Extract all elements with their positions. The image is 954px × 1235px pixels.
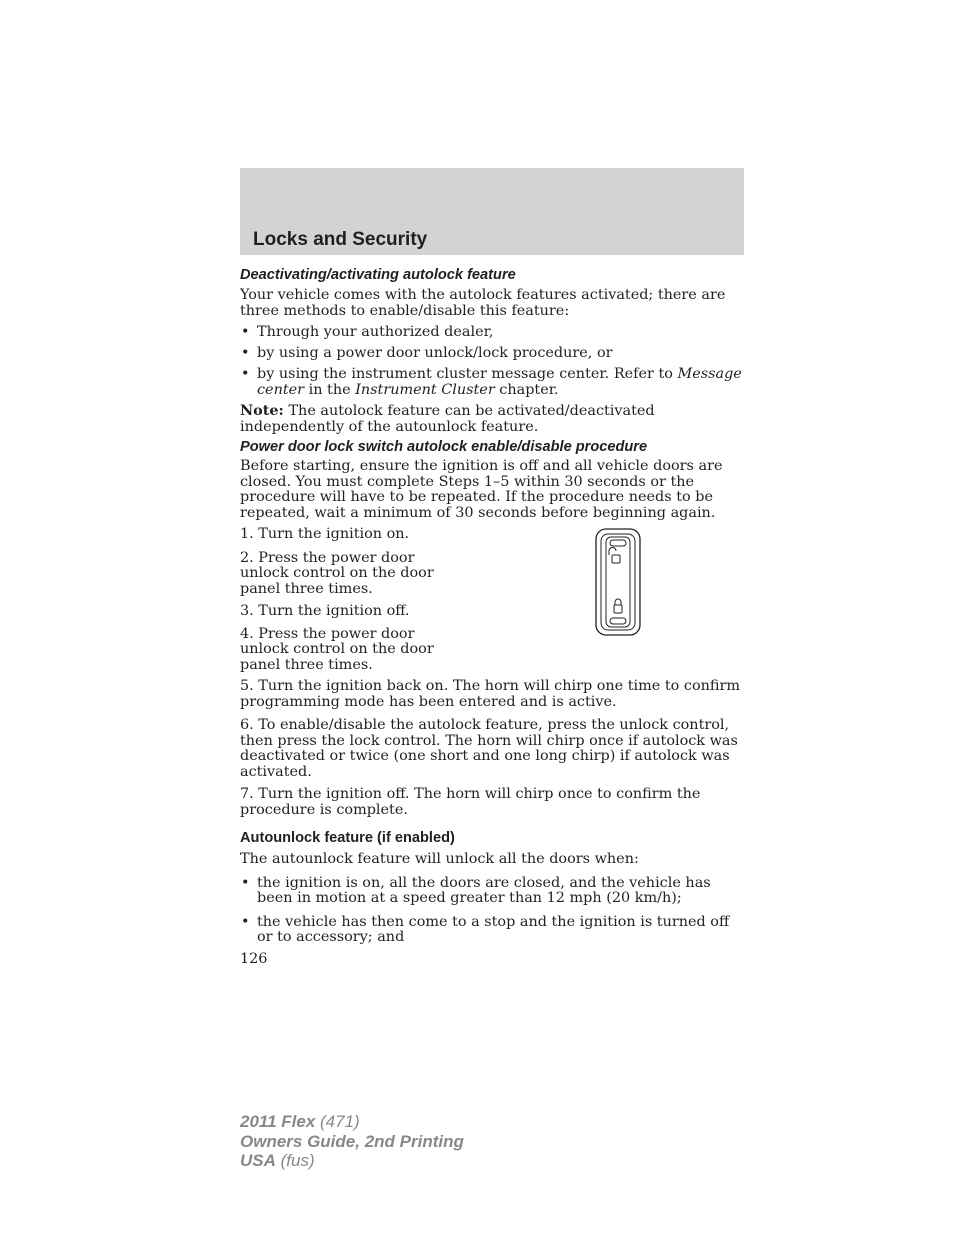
- footer-line-model: [240, 1112, 464, 1132]
- step-4: 4. Press the power door unlock control on the door panel three times.: [240, 625, 434, 673]
- autounlock-conditions-list: [240, 876, 744, 946]
- note-text: The autolock feature can be activated/deactivated independently of the autounlock feature.: [240, 403, 655, 435]
- autolock-note: [240, 403, 744, 435]
- list-item: • the ignition is on, all the doors are closed, and the vehicle has been in motion at a speed greater than 12 mph (20 km/h);: [240, 876, 744, 907]
- footer-model: 2011 Flex: [240, 1112, 316, 1131]
- heading-switch-procedure: Power door lock switch autolock enable/disable procedure: [240, 439, 648, 455]
- section-header-band: [240, 168, 744, 255]
- list-item: • Through your authorized dealer,: [240, 325, 744, 341]
- list-item: [240, 367, 744, 398]
- list-item: • by using a power door unlock/lock procedure, or: [240, 346, 744, 362]
- step-7: 7. Turn the ignition off. The horn will chirp once to confirm the procedure is complete.: [240, 786, 701, 818]
- heading-autolock: Deactivating/activating autolock feature: [240, 267, 516, 283]
- step-3: 3. Turn the ignition off.: [240, 603, 410, 619]
- list-item-text: in the: [304, 381, 356, 398]
- list-item-text: chapter.: [494, 381, 559, 398]
- footer-model-code: (471): [315, 1112, 360, 1131]
- footer-line-guide: Owners Guide, 2nd Printing: [240, 1131, 464, 1151]
- step-2: 2. Press the power door unlock control on the door panel three times.: [240, 549, 434, 597]
- procedure-intro: Before starting, ensure the ignition is off and all vehicle doors are closed. You must complete Steps 1–5 within 30 seconds or the procedure will have to be repeated. If the procedure needs to be repeated, wait a minimum of 30 seconds before beginning again.: [240, 458, 723, 521]
- section-title: Locks and Security: [253, 229, 428, 250]
- document-footer: [240, 1112, 464, 1171]
- step-6: 6. To enable/disable the autolock feature, press the unlock control, then press the lock control. The horn will chirp once if autolock was deactivated or twice (one short and one long chirp) if autolock was activated.: [240, 717, 738, 780]
- steps-with-figure: [240, 527, 744, 673]
- door-lock-switch-icon: [594, 527, 644, 637]
- list-item: • the vehicle has then come to a stop and the ignition is turned off or to accessory; and: [240, 915, 744, 946]
- footer-region: USA: [240, 1151, 276, 1170]
- autolock-intro: Your vehicle comes with the autolock features activated; there are three methods to enable/disable this feature:: [240, 287, 726, 319]
- autounlock-intro: The autounlock feature will unlock all the doors when:: [240, 851, 639, 867]
- footer-region-code: (fus): [275, 1151, 315, 1170]
- page-number: 126: [240, 950, 268, 967]
- step-1: 1. Turn the ignition on.: [240, 526, 410, 542]
- list-item-ref: Instrument Cluster: [355, 381, 495, 398]
- page-content: [240, 266, 744, 967]
- autolock-methods-list: [240, 325, 744, 398]
- heading-autounlock: Autounlock feature (if enabled): [240, 830, 455, 846]
- footer-line-region: [240, 1151, 464, 1171]
- step-5: 5. Turn the ignition back on. The horn will chirp one time to confirm programming mode has been entered and is active.: [240, 678, 741, 710]
- list-item-ref: Message center: [257, 366, 742, 398]
- note-label: Note:: [240, 402, 284, 419]
- list-item-text: by using the instrument cluster message center. Refer to: [257, 366, 678, 382]
